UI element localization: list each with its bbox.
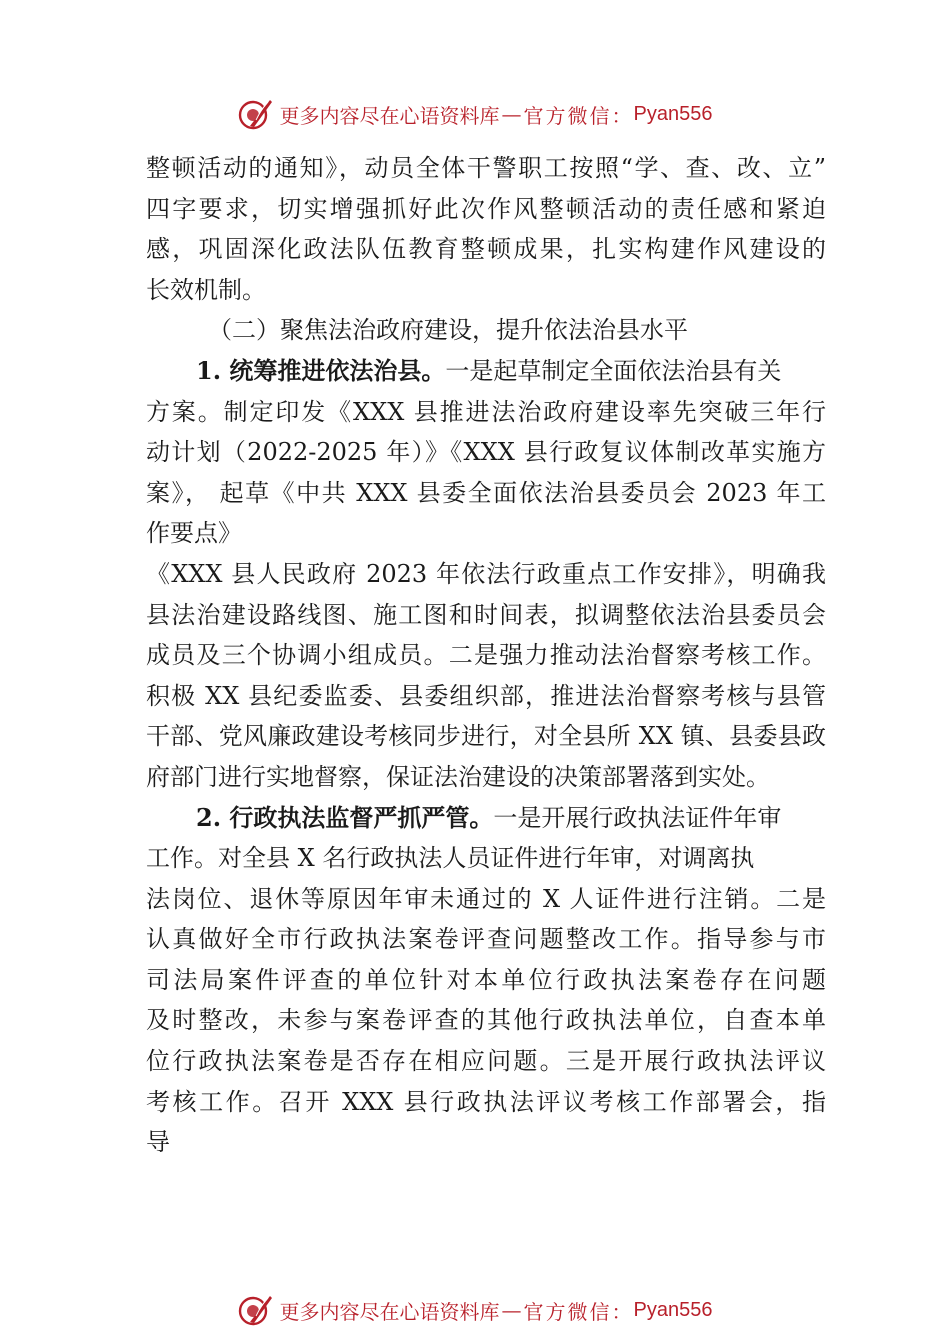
header-separator: — <box>501 102 522 126</box>
paragraph-2-first-line <box>146 798 826 839</box>
body-line: 长效机制。 <box>146 275 266 304</box>
document-body <box>146 148 826 1163</box>
body-line: 积极 XX 县纪委监委、县委组织部，推进法治督察考核与县管 <box>146 681 826 710</box>
footer-wechat-id: Pyan556 <box>633 1298 713 1321</box>
footer-wechat-label: 官方微信： <box>523 1299 634 1324</box>
body-line: 《XXX 县人民政府 2023 年依法行政重点工作安排》，明确我 <box>146 559 826 588</box>
body-text: 一是开展行政执法证件年审 <box>493 803 782 832</box>
section-heading: （二）聚焦法治政府建设，提升依法治县水平 <box>208 316 688 345</box>
footer-banner-text: 更多内容尽在心语资料库 <box>279 1299 500 1324</box>
paragraph-1-title: 1. 统筹推进依法治县。 <box>196 355 446 385</box>
body-line: 案》， 起草《中共 XXX 县委全面依法治县委员会 2023 年工 <box>146 478 826 507</box>
body-line: 方案。制定印发《XXX 县推进法治政府建设率先突破三年行 <box>146 397 826 426</box>
body-line: 作要点》 <box>146 519 242 548</box>
paragraph-2-title: 2. 行政执法监督严抓严管。 <box>196 802 494 832</box>
header-wechat-id: Pyan556 <box>633 102 713 125</box>
header-banner-text: 更多内容尽在心语资料库 <box>279 103 500 128</box>
body-line: 导 <box>146 1128 170 1157</box>
body-line: 成员及三个协调小组成员。二是强力推动法治督察考核工作。 <box>146 641 826 670</box>
quill-logo-icon <box>238 96 274 132</box>
body-line: 法岗位、退休等原因年审未通过的 X 人证件进行注销。二是 <box>146 884 826 913</box>
body-line: 司法局案件评查的单位针对本单位行政执法案卷存在问题 <box>146 965 826 994</box>
header-wechat-label: 官方微信： <box>523 103 634 128</box>
footer-banner <box>0 1290 950 1330</box>
body-line: 四字要求，切实增强抓好此次作风整顿活动的责任感和紧迫 <box>146 194 826 223</box>
body-line: 动计划（2022-2025 年）》《XXX 县行政复议体制改革实施方 <box>146 438 826 467</box>
body-line: 认真做好全市行政执法案卷评查问题整改工作。指导参与市 <box>146 925 826 954</box>
body-line: 整顿活动的通知》，动员全体干警职工按照“学、查、改、立” <box>146 154 826 182</box>
body-line: 感，巩固深化政法队伍教育整顿成果，扎实构建作风建设的 <box>146 235 826 264</box>
body-line: 工作。对全县 X 名行政执法人员证件进行年审，对调离执 <box>146 844 755 873</box>
body-line: 位行政执法案卷是否存在相应问题。三是开展行政执法评议 <box>146 1047 826 1076</box>
paragraph-1-first-line <box>146 351 826 392</box>
body-line: 县法治建设路线图、施工图和时间表，拟调整依法治县委员会 <box>146 600 826 629</box>
body-line: 府部门进行实地督察，保证法治建设的决策部署落到实处。 <box>146 762 770 791</box>
body-line: 及时整改，未参与案卷评查的其他行政执法单位，自查本单 <box>146 1006 826 1035</box>
quill-logo-icon <box>238 1292 274 1328</box>
header-banner <box>0 94 950 134</box>
body-line: 考核工作。召开 XXX 县行政执法评议考核工作部署会，指 <box>146 1087 826 1116</box>
body-text: 一是起草制定全面依法治县有关 <box>445 356 782 385</box>
body-line: 干部、党风廉政建设考核同步进行，对全县所 XX 镇、县委县政 <box>146 722 826 751</box>
footer-separator: — <box>501 1298 522 1322</box>
